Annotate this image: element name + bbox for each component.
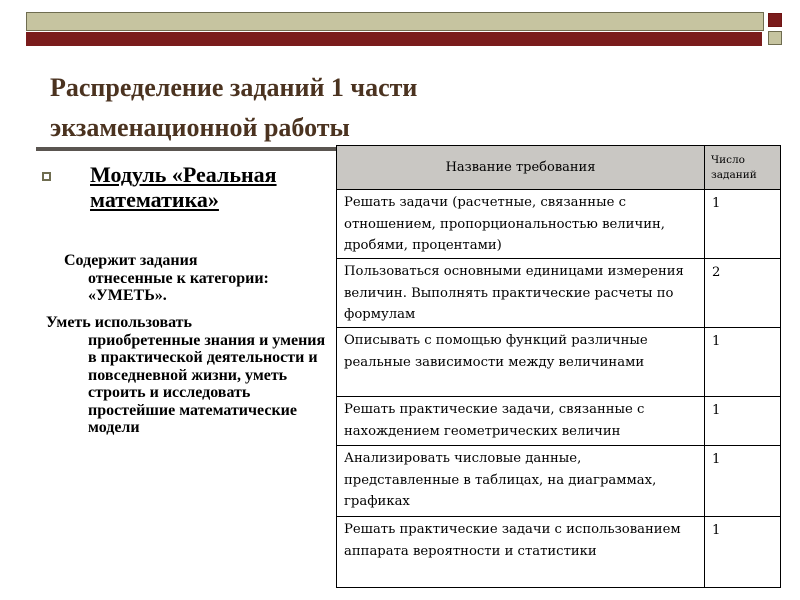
corner-square-maroon bbox=[768, 13, 782, 27]
task-count: 1 bbox=[705, 190, 781, 259]
top-band-olive bbox=[26, 12, 764, 31]
module-label: Модуль «Реальная математика» bbox=[90, 162, 277, 212]
slide-title: Распределение заданий 1 части экзаменационной работы bbox=[50, 73, 418, 142]
task-count: 1 bbox=[705, 446, 781, 517]
skill-line-1: Уметь использовать bbox=[46, 314, 192, 331]
header-requirement-name: Название требования bbox=[337, 146, 705, 190]
title-underline bbox=[36, 147, 336, 151]
skill-rest: приобретенные знания и умения в практической деятельности и повседневной жизни, уметь строить и исследовать простейшие математические модели bbox=[88, 331, 326, 436]
table-row bbox=[337, 446, 781, 517]
task-count: 1 bbox=[705, 397, 781, 446]
category-line-2: отнесенные к категории: bbox=[88, 269, 269, 287]
skill-description bbox=[46, 314, 336, 437]
table-row bbox=[337, 397, 781, 446]
table-row bbox=[337, 517, 781, 588]
requirement-name: Анализировать числовые данные, представленные в таблицах, на диаграммах, графиках bbox=[337, 446, 705, 517]
requirement-name: Решать задачи (расчетные, связанные с отношением, пропорциональностью величин, дробями, процентами) bbox=[337, 190, 705, 259]
requirement-name: Решать практические задачи, связанные с нахождением геометрических величин bbox=[337, 397, 705, 446]
header-task-count: Число заданий bbox=[705, 146, 781, 190]
category-line-1: Содержит задания bbox=[64, 252, 198, 269]
table-header-row bbox=[337, 146, 781, 190]
corner-square-olive bbox=[768, 31, 782, 45]
table-row bbox=[337, 259, 781, 328]
table-row bbox=[337, 328, 781, 397]
category-description bbox=[64, 252, 334, 305]
category-line-3: «УМЕТЬ». bbox=[88, 287, 167, 304]
requirement-name: Пользоваться основными единицами измерения величин. Выполнять практические расчеты по формулам bbox=[337, 259, 705, 328]
task-count: 2 bbox=[705, 259, 781, 328]
requirements-table bbox=[336, 145, 781, 588]
task-count: 1 bbox=[705, 517, 781, 588]
square-bullet-icon bbox=[42, 172, 51, 181]
top-band-maroon bbox=[26, 32, 762, 46]
requirement-name: Решать практические задачи с использованием аппарата вероятности и статистики bbox=[337, 517, 705, 588]
task-count: 1 bbox=[705, 328, 781, 397]
table-row bbox=[337, 190, 781, 259]
requirement-name: Описывать с помощью функций различные реальные зависимости между величинами bbox=[337, 328, 705, 397]
